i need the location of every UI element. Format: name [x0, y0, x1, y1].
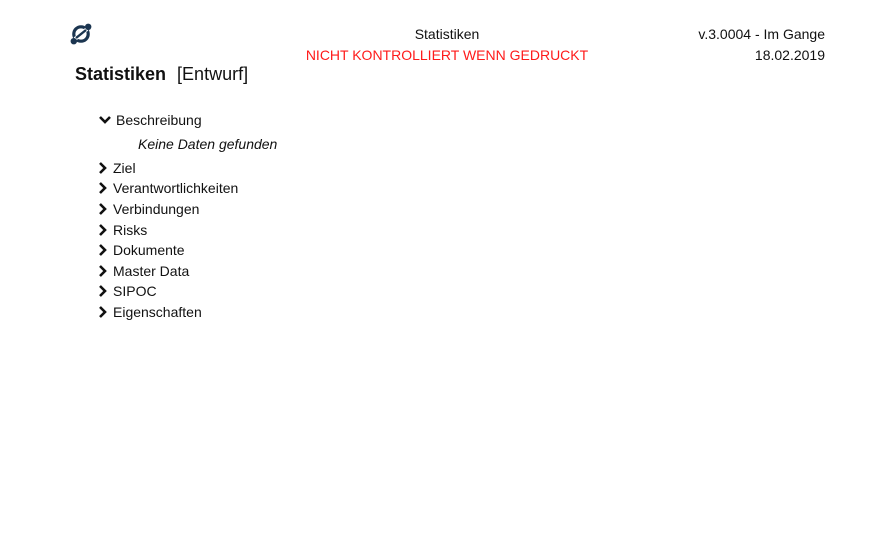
chevron-right-icon — [98, 223, 112, 237]
chevron-right-icon — [98, 305, 112, 319]
chevron-right-icon — [98, 243, 112, 257]
draft-status-label: [Entwurf] — [177, 64, 249, 84]
print-warning: NICHT KONTROLLIERT WENN GEDRUCKT — [305, 47, 589, 63]
section-label: SIPOC — [113, 283, 157, 300]
section-ziel[interactable] — [98, 158, 277, 179]
section-sipoc[interactable] — [98, 281, 277, 302]
chevron-down-icon — [98, 113, 115, 127]
chevron-right-icon — [98, 284, 112, 298]
header-date: 18.02.2019 — [754, 47, 825, 63]
section-label: Verbindungen — [113, 201, 200, 218]
chevron-right-icon — [98, 264, 112, 278]
section-eigenschaften[interactable] — [98, 302, 277, 323]
section-verantwortlichkeiten[interactable] — [98, 178, 277, 199]
page-title-name: Statistiken — [75, 64, 167, 84]
process-logo-icon — [69, 22, 93, 46]
chevron-right-icon — [98, 181, 112, 195]
section-label: Verantwortlichkeiten — [113, 180, 239, 197]
page-title — [75, 64, 248, 85]
section-label: Beschreibung — [116, 112, 202, 129]
section-risks[interactable] — [98, 219, 277, 240]
chevron-right-icon — [98, 202, 112, 216]
section-label: Master Data — [113, 262, 190, 279]
chevron-right-icon — [98, 161, 112, 175]
empty-data-message: Keine Daten gefunden — [138, 135, 278, 152]
version-status: v.3.0004 - Im Gange — [698, 26, 825, 42]
section-label: Ziel — [113, 159, 136, 176]
section-verbindungen[interactable] — [98, 199, 277, 220]
section-beschreibung[interactable] — [98, 110, 277, 131]
section-label: Eigenschaften — [113, 304, 202, 321]
section-label: Dokumente — [113, 242, 185, 259]
header-title: Statistiken — [414, 26, 480, 42]
section-dokumente[interactable] — [98, 240, 277, 261]
section-label: Risks — [113, 221, 148, 238]
section-list — [98, 110, 277, 322]
section-master-data[interactable] — [98, 261, 277, 282]
